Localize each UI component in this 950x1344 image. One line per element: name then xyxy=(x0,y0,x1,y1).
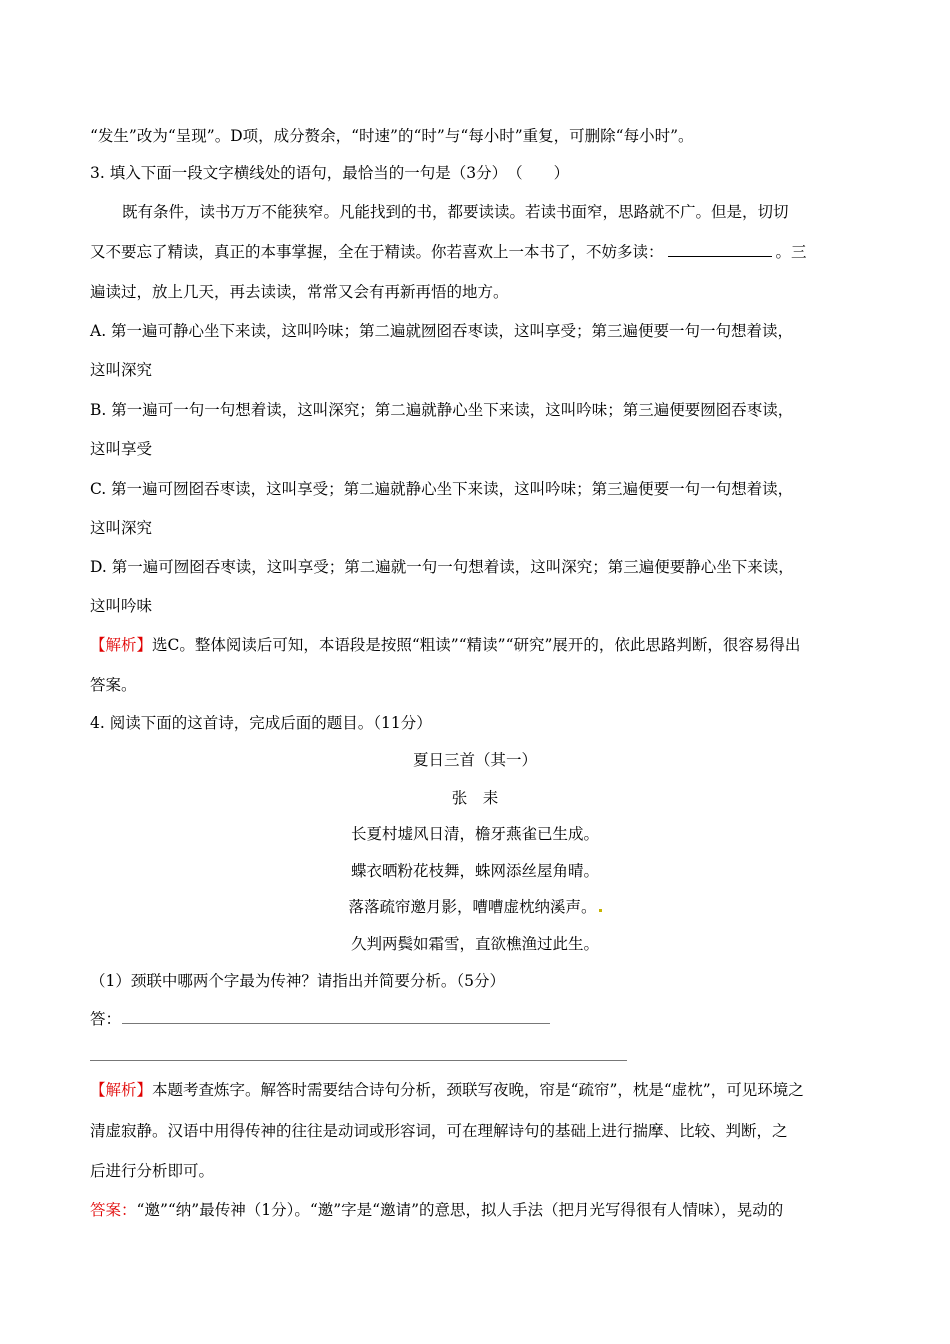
answer-line[interactable] xyxy=(90,1060,627,1061)
poem-line: 长夏村墟风日清，檐牙燕雀已生成。 xyxy=(350,825,599,843)
text-line: 清虚寂静。汉语中用得传神的往往是动词或形容词，可在理解诗句的基础上进行揣摩、比较、判断，之 xyxy=(90,1122,788,1140)
answer-line[interactable] xyxy=(122,1023,550,1024)
poem-author: 张 耒 xyxy=(451,789,499,807)
text-segment: 。三 xyxy=(775,243,807,261)
text-line: 既有条件，读书万万不能狭窄。凡能找到的书，都要读读。若读书面窄，思路就不广。但是，切切 xyxy=(122,203,789,221)
text-segment: 落落疏帘邀月影，嘈嘈虚枕纳溪声。 xyxy=(348,898,597,916)
option-b-line-2: 这叫享受 xyxy=(90,440,153,458)
option-b-line-1: B. 第一遍可一句一句想着读，这叫深究；第二遍就静心坐下来读，这叫吟味；第三遍便要囫囵吞枣读， xyxy=(90,401,794,419)
option-a-line-1: A. 第一遍可静心坐下来读，这叫吟味；第二遍就囫囵吞枣读，这叫享受；第三遍便要一句一句想着读， xyxy=(90,322,794,340)
text-segment: 选C。整体阅读后可知，本语段是按照“粗读”“精读”“研究”展开的，依此思路判断，很容易得出 xyxy=(152,636,801,654)
analysis-line xyxy=(90,635,800,655)
question-3-title: 3. 填入下面一段文字横线处的语句，最恰当的一句是（3分） （ ） xyxy=(90,164,570,182)
fill-blank xyxy=(668,242,772,257)
option-c-line-1: C. 第一遍可囫囵吞枣读，这叫享受；第二遍就静心坐下来读，这叫吟味；第三遍便要一句一句想着读， xyxy=(90,480,794,498)
question-4-title: 4. 阅读下面的这首诗，完成后面的题目。（11分） xyxy=(90,714,432,732)
analysis-tag: 【解析】 xyxy=(90,636,153,654)
poem-line: 蝶衣晒粉花枝舞，蛛网添丝屋角晴。 xyxy=(350,862,599,880)
text-line: “发生”改为“呈现”。D项，成分赘余，“时速”的“时”与“每小时”重复，可删除“每小时”。 xyxy=(90,127,694,145)
text-segment: 又不要忘了精读，真正的本事掌握，全在于精读。你若喜欢上一本书了，不妨多读： xyxy=(90,243,664,261)
text-segment: “邀”“纳”最传神（1分）。“邀”字是“邀请”的意思，拟人手法（把月光写得很有人情味），晃动的 xyxy=(136,1201,784,1219)
answer-tag: 答案： xyxy=(90,1201,137,1219)
analysis-line xyxy=(90,1080,804,1100)
poem-line: 久判两鬓如霜雪，直欲樵渔过此生。 xyxy=(350,935,599,953)
text-line: 遍读过，放上几天，再去读读，常常又会有再新再悟的地方。 xyxy=(90,283,509,301)
option-a-line-2: 这叫深究 xyxy=(90,361,153,379)
analysis-tag: 【解析】 xyxy=(90,1081,153,1099)
mark-dot xyxy=(599,909,602,912)
text-line: 后进行分析即可。 xyxy=(90,1162,215,1180)
answer-label: 答： xyxy=(90,1010,122,1028)
poem-line xyxy=(0,897,950,917)
option-d-line-2: 这叫吟味 xyxy=(90,597,153,615)
answer-text-line xyxy=(90,1200,783,1220)
option-d-line-1: D. 第一遍可囫囵吞枣读，这叫享受；第二遍就一句一句想着读，这叫深究；第三遍便要静心坐下来读， xyxy=(90,558,794,576)
text-line xyxy=(90,242,807,262)
sub-question: （1）颈联中哪两个字最为传神？请指出并简要分析。（5分） xyxy=(90,972,505,990)
poem-title: 夏日三首（其一） xyxy=(412,751,537,769)
option-c-line-2: 这叫深究 xyxy=(90,519,153,537)
text-line: 答案。 xyxy=(90,676,137,694)
text-segment: 本题考查炼字。解答时需要结合诗句分析，颈联写夜晚，帘是“疏帘”，枕是“虚枕”，可见环境之 xyxy=(152,1081,804,1099)
